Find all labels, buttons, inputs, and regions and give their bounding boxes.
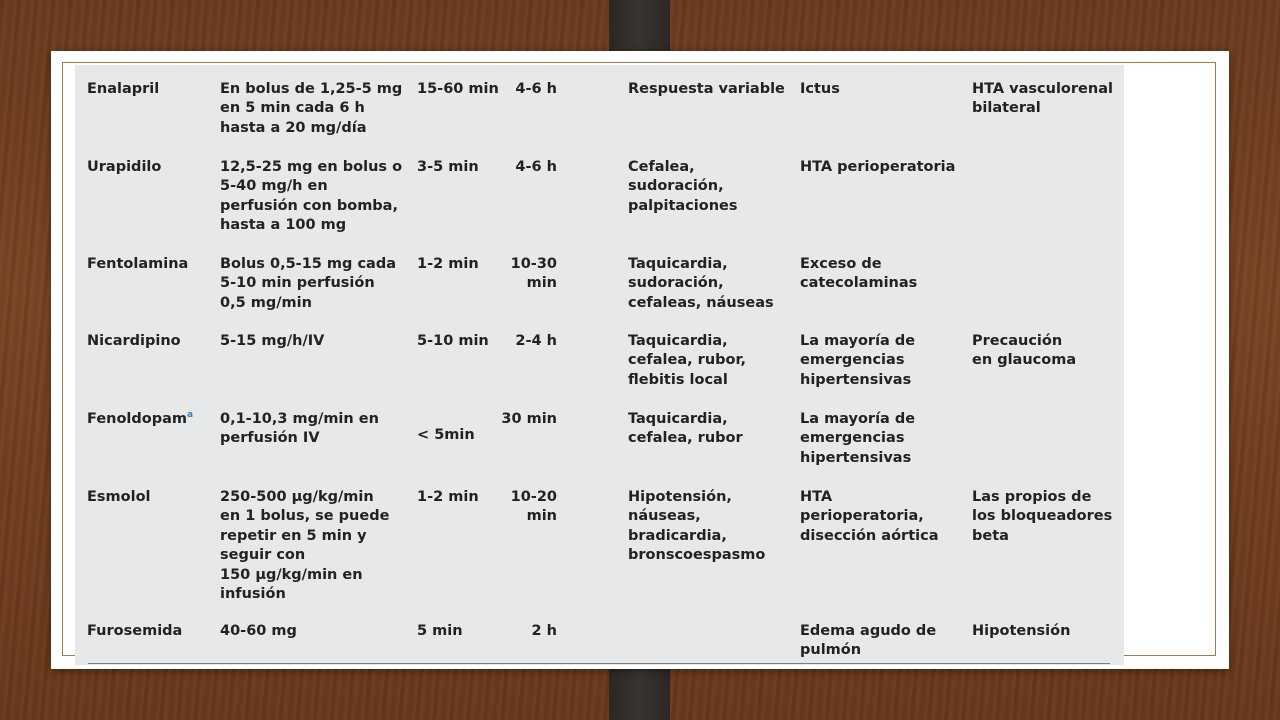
duration-cell: 2-4 h — [515, 333, 557, 349]
drug-name: Nicardipino — [87, 333, 181, 349]
drug-name: Fentolamina — [87, 256, 189, 272]
duration-cell: 10-20 min — [510, 489, 557, 525]
drug-name: Urapidilo — [87, 159, 162, 175]
drug-name — [87, 410, 212, 429]
drug-name: Furosemida — [87, 623, 183, 639]
dose-cell: 0,1-10,3 mg/min en perfusión IV — [220, 411, 379, 447]
drug-name-text: Fenoldopam — [87, 411, 188, 427]
duration-cell: 30 min — [501, 411, 557, 427]
adverse-effects-cell: Taquicardia, cefalea, rubor — [628, 411, 743, 447]
duration-cell: 2 h — [531, 623, 557, 639]
indication-cell: La mayoría de emergencias hipertensivas — [800, 333, 916, 388]
adverse-effects-cell: Taquicardia, sudoración, cefaleas, náuseas — [628, 256, 774, 311]
table-bottom-rule — [88, 663, 1110, 664]
duration-cell: 4-6 h — [515, 159, 557, 175]
duration-cell: 4-6 h — [515, 81, 557, 97]
precaution-cell: HTA vasculorenal bilateral — [972, 81, 1113, 117]
onset-cell: 3-5 min — [417, 159, 479, 175]
onset-cell: < 5min — [417, 427, 475, 443]
onset-cell: 1-2 min — [417, 256, 479, 272]
duration-cell: 10-30 min — [510, 256, 557, 292]
footnote-marker: a — [187, 410, 194, 421]
precaution-cell: Precaución en glaucoma — [972, 333, 1077, 369]
dose-cell: 12,5-25 mg en bolus o 5-40 mg/h en perfusión con bomba, hasta a 100 mg — [220, 159, 403, 234]
indication-cell: HTA perioperatoria, disección aórtica — [800, 489, 939, 544]
indication-cell: HTA perioperatoria — [800, 159, 956, 175]
dose-cell: En bolus de 1,25-5 mg en 5 min cada 6 h hasta a 20 mg/día — [220, 81, 403, 136]
indication-cell: La mayoría de emergencias hipertensivas — [800, 411, 916, 466]
dose-cell: 40-60 mg — [220, 623, 297, 639]
dose-cell: Bolus 0,5-15 mg cada 5-10 min perfusión 0,5 mg/min — [220, 256, 396, 311]
onset-cell: 15-60 min — [417, 81, 499, 97]
drug-name: Esmolol — [87, 489, 151, 505]
precaution-cell: Hipotensión — [972, 623, 1071, 639]
onset-cell: 5-10 min — [417, 333, 489, 349]
dose-cell: 250-500 μg/kg/min en 1 bolus, se puede repetir en 5 min y seguir con 150 μg/kg/min en infusión — [220, 489, 390, 603]
drug-name: Enalapril — [87, 81, 160, 97]
indication-cell: Exceso de catecolaminas — [800, 256, 918, 292]
dose-cell: 5-15 mg/h/IV — [220, 333, 325, 349]
onset-cell: 1-2 min — [417, 489, 479, 505]
precaution-cell: Las propios de los bloqueadores beta — [972, 489, 1113, 544]
adverse-effects-cell: Hipotensión, náuseas, bradicardia, bronscoespasmo — [628, 489, 766, 564]
adverse-effects-cell: Taquicardia, cefalea, rubor, flebitis local — [628, 333, 747, 388]
adverse-effects-cell: Cefalea, sudoración, palpitaciones — [628, 159, 738, 214]
onset-cell: 5 min — [417, 623, 463, 639]
indication-cell: Ictus — [800, 81, 840, 97]
indication-cell: Edema agudo de pulmón — [800, 623, 937, 659]
adverse-effects-cell: Respuesta variable — [628, 81, 785, 97]
